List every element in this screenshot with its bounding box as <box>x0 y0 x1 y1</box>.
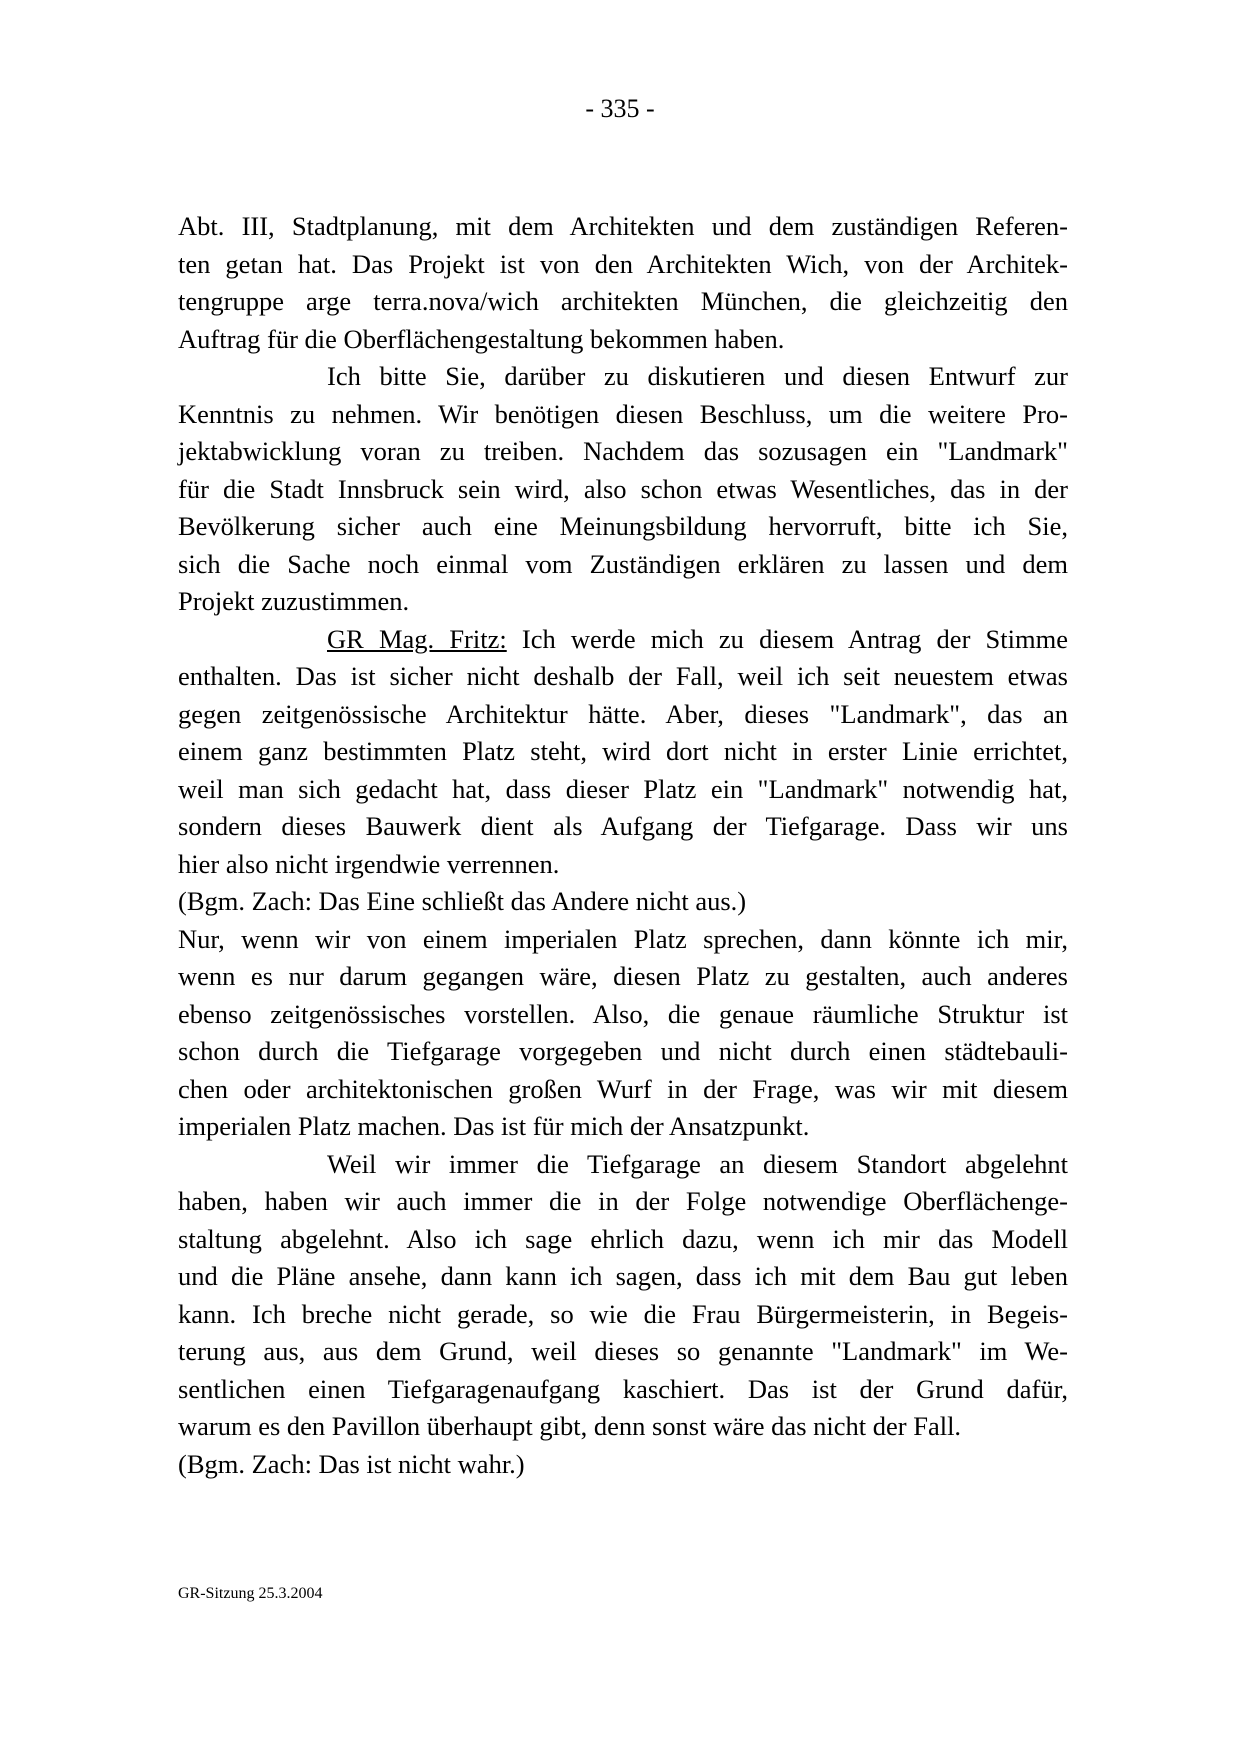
text-line: gegen zeitgenössische Architektur hätte. Aber, dieses "Landmark", das an <box>178 698 1068 729</box>
text-line: terung aus, aus dem Grund, weil dieses so genannte "Landmark" im We- <box>178 1336 1068 1366</box>
paragraph <box>178 208 1068 358</box>
text-line: hier also nicht irgendwie verrennen. <box>178 848 560 879</box>
text-line: (Bgm. Zach: Das ist nicht wahr.) <box>178 1448 525 1479</box>
text-line: imperialen Platz machen. Das ist für mich der Ansatzpunkt. <box>178 1111 810 1141</box>
text-line: Kenntnis zu nehmen. Wir benötigen diesen Beschluss, um die weitere Pro- <box>178 398 1068 429</box>
text-line: weil man sich gedacht hat, dass dieser Platz ein "Landmark" notwendig hat, <box>178 773 1068 804</box>
text-line: sich die Sache noch einmal vom Zuständigen erklären zu lassen und dem <box>178 548 1068 579</box>
document-body <box>178 208 1068 1483</box>
speaker-name: GR Mag. Fritz: <box>327 623 507 654</box>
text-line: enthalten. Das ist sicher nicht deshalb der Fall, weil ich seit neuestem etwas <box>178 661 1068 691</box>
paragraph <box>178 621 1068 884</box>
text-line: chen oder architektonischen großen Wurf in der Frage, was wir mit diesem <box>178 1073 1068 1104</box>
text-line: Auftrag für die Oberflächengestaltung bekommen haben. <box>178 323 785 354</box>
text-line: ebenso zeitgenössisches vorstellen. Also, die genaue räumliche Struktur ist <box>178 998 1068 1029</box>
text-line: Weil wir immer die Tiefgarage an diesem Standort abgelehnt <box>327 1148 1068 1179</box>
paragraph <box>178 921 1068 1146</box>
speaker-line-text: Ich werde mich zu diesem Antrag der Stimme <box>506 623 1068 654</box>
text-line: für die Stadt Innsbruck sein wird, also schon etwas Wesentliches, das in der <box>178 473 1068 504</box>
text-line: Abt. III, Stadtplanung, mit dem Architekten und dem zuständigen Referen- <box>178 211 1068 241</box>
interjection <box>178 1446 1068 1484</box>
footer-session-date: GR-Sitzung 25.3.2004 <box>178 1585 323 1602</box>
text-line: einem ganz bestimmten Platz steht, wird dort nicht in erster Linie errichtet, <box>178 736 1068 766</box>
text-line: haben, haben wir auch immer die in der Folge notwendige Oberflächenge- <box>178 1186 1068 1216</box>
text-line: warum es den Pavillon überhaupt gibt, denn sonst wäre das nicht der Fall. <box>178 1411 962 1441</box>
text-line: wenn es nur darum gegangen wäre, diesen Platz zu gestalten, auch anderes <box>178 961 1068 991</box>
text-line: Nur, wenn wir von einem imperialen Platz sprechen, dann könnte ich mir, <box>178 923 1068 954</box>
text-line: jektabwicklung voran zu treiben. Nachdem das sozusagen ein "Landmark" <box>178 436 1068 466</box>
page-number: - 335 - <box>585 94 655 123</box>
text-line: Bevölkerung sicher auch eine Meinungsbildung hervorruft, bitte ich Sie, <box>178 511 1068 541</box>
text-line: Ich bitte Sie, darüber zu diskutieren und diesen Entwurf zur <box>327 361 1068 391</box>
text-line: schon durch die Tiefgarage vorgegeben und nicht durch einen städtebauli- <box>178 1036 1068 1066</box>
text-line: sentlichen einen Tiefgaragenaufgang kaschiert. Das ist der Grund dafür, <box>178 1373 1068 1404</box>
text-line: tengruppe arge terra.nova/wich architekten München, die gleichzeitig den <box>178 286 1068 316</box>
interjection <box>178 883 1068 921</box>
text-line: und die Pläne ansehe, dann kann ich sagen, dass ich mit dem Bau gut leben <box>178 1261 1068 1291</box>
text-line <box>178 621 1068 659</box>
text-line: Projekt zuzustimmen. <box>178 586 410 616</box>
text-line: (Bgm. Zach: Das Eine schließt das Andere nicht aus.) <box>178 886 747 916</box>
paragraph <box>178 1146 1068 1446</box>
text-line: staltung abgelehnt. Also ich sage ehrlich dazu, wenn ich mir das Modell <box>178 1223 1068 1254</box>
text-line: sondern dieses Bauwerk dient als Aufgang der Tiefgarage. Dass wir uns <box>178 811 1068 841</box>
text-line: ten getan hat. Das Projekt ist von den Architekten Wich, von der Architek- <box>178 248 1068 279</box>
text-line: kann. Ich breche nicht gerade, so wie die Frau Bürgermeisterin, in Begeis- <box>178 1298 1068 1329</box>
paragraph <box>178 358 1068 621</box>
